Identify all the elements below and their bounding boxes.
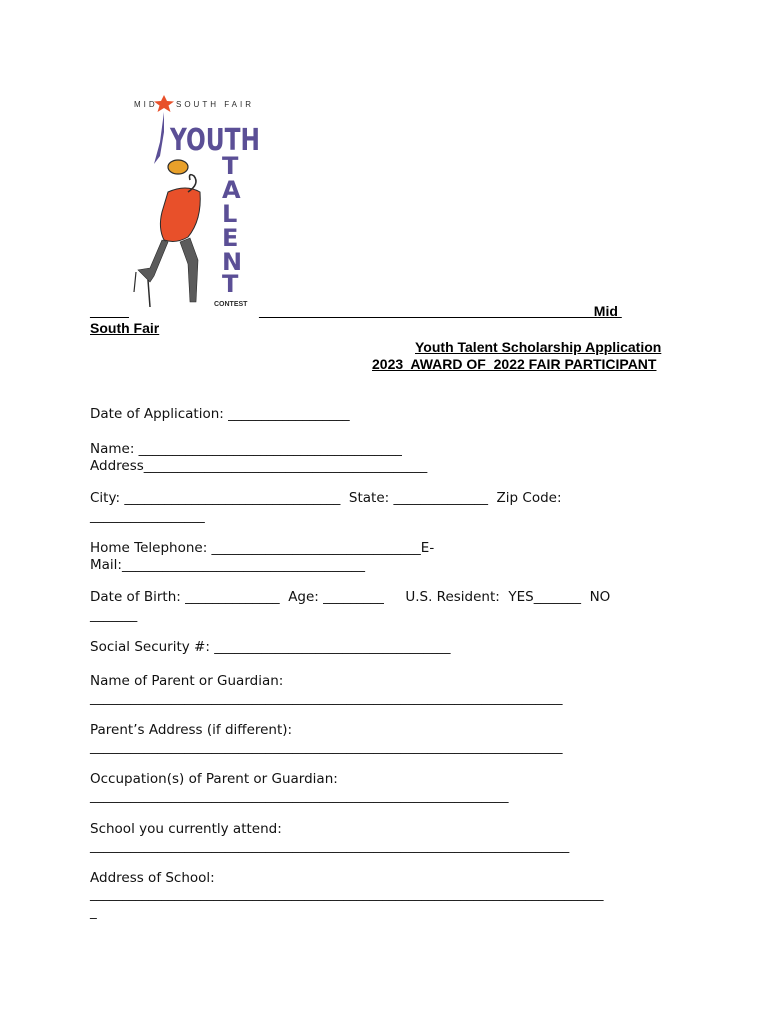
logo-letter-n: N (222, 248, 243, 276)
school-label: School you currently attend: (90, 821, 282, 837)
parent-name-label: Name of Parent or Guardian: (90, 673, 284, 689)
star-icon (154, 95, 174, 112)
logo-letter-a: A (222, 176, 241, 204)
logo-letter-e: E (222, 224, 239, 252)
occupation-line[interactable]: ______________________________________________________________ (90, 788, 509, 804)
address-field[interactable]: Address__________________________________________ (90, 458, 428, 474)
school-line[interactable]: _______________________________________________________________________ (90, 838, 570, 854)
logo-youth-text: YOUTH (169, 123, 260, 158)
parent-address-label: Parent’s Address (if different): (90, 722, 293, 738)
header-rule-right: ___________________________________________Mid (259, 303, 622, 319)
logo-mid-text: MID (134, 100, 158, 109)
page-title: Youth Talent Scholarship Application (415, 339, 662, 355)
logo-letter-t1: T (222, 152, 239, 180)
occupation-label: Occupation(s) of Parent or Guardian: (90, 771, 338, 787)
school-address-wrap[interactable]: _ (90, 904, 97, 920)
figure-arm (154, 112, 164, 164)
zip-code-line[interactable]: _________________ (90, 508, 205, 524)
logo-letter-t2: T (222, 270, 239, 298)
parent-address-line[interactable]: ______________________________________________________________________ (90, 739, 563, 755)
email-field[interactable]: Mail:____________________________________ (90, 557, 365, 573)
page-subtitle: 2023 AWARD OF 2022 FAIR PARTICIPANT (372, 356, 657, 372)
logo-south-fair-text: SOUTH FAIR (176, 100, 255, 109)
header-rule-left: _____ (90, 303, 129, 319)
logo-contest-text: CONTEST (214, 301, 248, 308)
school-address-line[interactable]: _______________________________________________________________________________ (90, 887, 604, 902)
parent-name-line[interactable]: ______________________________________________________________________ (90, 690, 563, 706)
dob-age-resident-field[interactable]: Date of Birth: ______________ Age: _________ U.S. Resident: YES_______ NO (90, 589, 611, 605)
figure-body (160, 188, 200, 241)
home-telephone-field[interactable]: Home Telephone: _______________________________E- (90, 540, 435, 556)
figure-leg-right (180, 238, 198, 302)
date-of-application-field[interactable]: Date of Application: __________________ (90, 406, 350, 422)
resident-no-line[interactable]: _______ (90, 607, 138, 623)
youth-talent-logo (130, 92, 265, 312)
header-org-name: South Fair (90, 320, 160, 336)
logo-letter-l: L (222, 200, 238, 228)
ssn-field[interactable]: Social Security #: ___________________________________ (90, 639, 451, 655)
name-field[interactable]: Name: _______________________________________ (90, 441, 402, 457)
school-address-label: Address of School: (90, 870, 215, 886)
city-state-zip-field[interactable]: City: ________________________________ State: ______________ Zip Code: (90, 490, 562, 506)
figure-head (168, 160, 188, 174)
figure-leg-left (138, 240, 168, 282)
